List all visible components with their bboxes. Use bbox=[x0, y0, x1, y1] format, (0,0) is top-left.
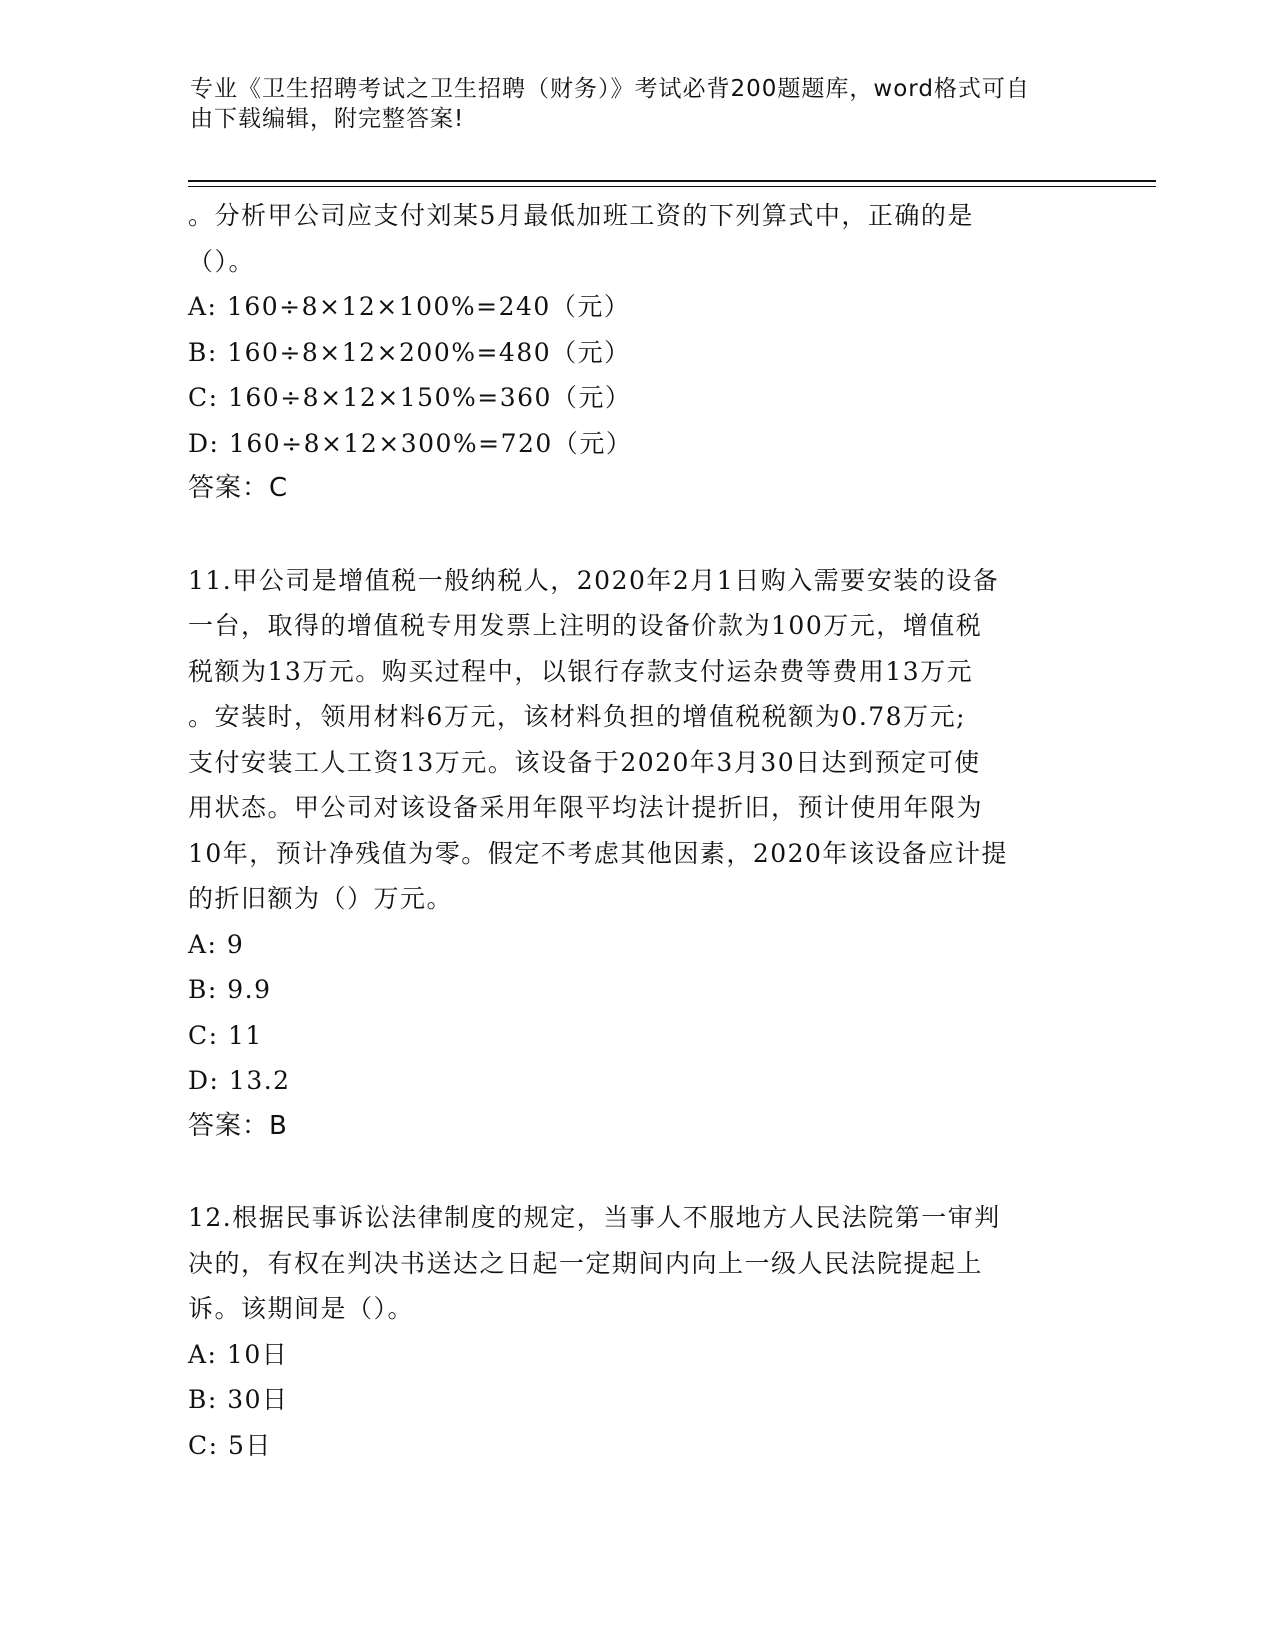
option-b: B: 9.9 bbox=[188, 975, 272, 1004]
header-divider-thin bbox=[188, 186, 1156, 187]
question-stem-line: 。安装时，领用材料6万元，该材料负担的增值税税额为0.78万元; bbox=[188, 702, 966, 731]
question-11 bbox=[188, 558, 1088, 1150]
question-stem-line: 11.甲公司是增值税一般纳税人，2020年2月1日购入需要安装的设备 bbox=[188, 565, 1000, 595]
question-10 bbox=[188, 193, 1088, 512]
option-b: B: 160÷8×12×200%=480（元） bbox=[188, 337, 631, 367]
question-stem-line: 12.根据民事诉讼法律制度的规定，当事人不服地方人民法院第一审判 bbox=[188, 1203, 1001, 1232]
question-stem-line: 。分析甲公司应支付刘某5月最低加班工资的下列算式中，正确的是 bbox=[188, 201, 974, 230]
option-c: C: 11 bbox=[188, 1020, 263, 1050]
option-b: B: 30日 bbox=[188, 1385, 289, 1414]
question-spacer bbox=[188, 1149, 1088, 1195]
question-spacer bbox=[188, 512, 1088, 558]
option-d: D: 160÷8×12×300%=720（元） bbox=[188, 428, 633, 458]
document-header bbox=[190, 74, 1070, 134]
question-12 bbox=[188, 1195, 1088, 1468]
question-stem-line: 用状态。甲公司对该设备采用年限平均法计提折旧，预计使用年限为 bbox=[188, 793, 984, 822]
header-line-1: 专业《卫生招聘考试之卫生招聘（财务）》考试必背200题题库，word格式可自 bbox=[190, 76, 1030, 102]
question-stem-line: 支付安装工人工资13万元。该设备于2020年3月30日达到预定可使 bbox=[188, 747, 981, 777]
question-list bbox=[188, 193, 1088, 1468]
question-stem-line: 决的，有权在判决书送达之日起一定期间内向上一级人民法院提起上 bbox=[188, 1248, 984, 1278]
option-a: A: 160÷8×12×100%=240（元） bbox=[188, 292, 631, 321]
question-stem-line: 10年，预计净残值为零。假定不考虑其他因素，2020年该设备应计提 bbox=[188, 838, 1008, 868]
question-stem-line: 的折旧额为（）万元。 bbox=[188, 884, 454, 913]
option-a: A: 10日 bbox=[188, 1339, 289, 1369]
option-c: C: 160÷8×12×150%=360（元） bbox=[188, 383, 632, 412]
question-stem-line: 诉。该期间是（）。 bbox=[188, 1294, 415, 1323]
header-divider-thick bbox=[188, 180, 1156, 182]
answer-line: 答案：C bbox=[188, 473, 289, 503]
question-stem-line: 一台，取得的增值税专用发票上注明的设备价款为100万元，增值税 bbox=[188, 611, 983, 640]
header-line-2: 由下载编辑，附完整答案! bbox=[190, 106, 465, 132]
question-stem-line: 税额为13万元。购买过程中，以银行存款支付运杂费等费用13万元 bbox=[188, 656, 974, 686]
option-d: D: 13.2 bbox=[188, 1066, 291, 1095]
answer-line: 答案：B bbox=[188, 1110, 288, 1141]
option-c: C: 5日 bbox=[188, 1430, 272, 1460]
question-stem-line: （）。 bbox=[188, 246, 256, 276]
option-a: A: 9 bbox=[188, 929, 245, 959]
